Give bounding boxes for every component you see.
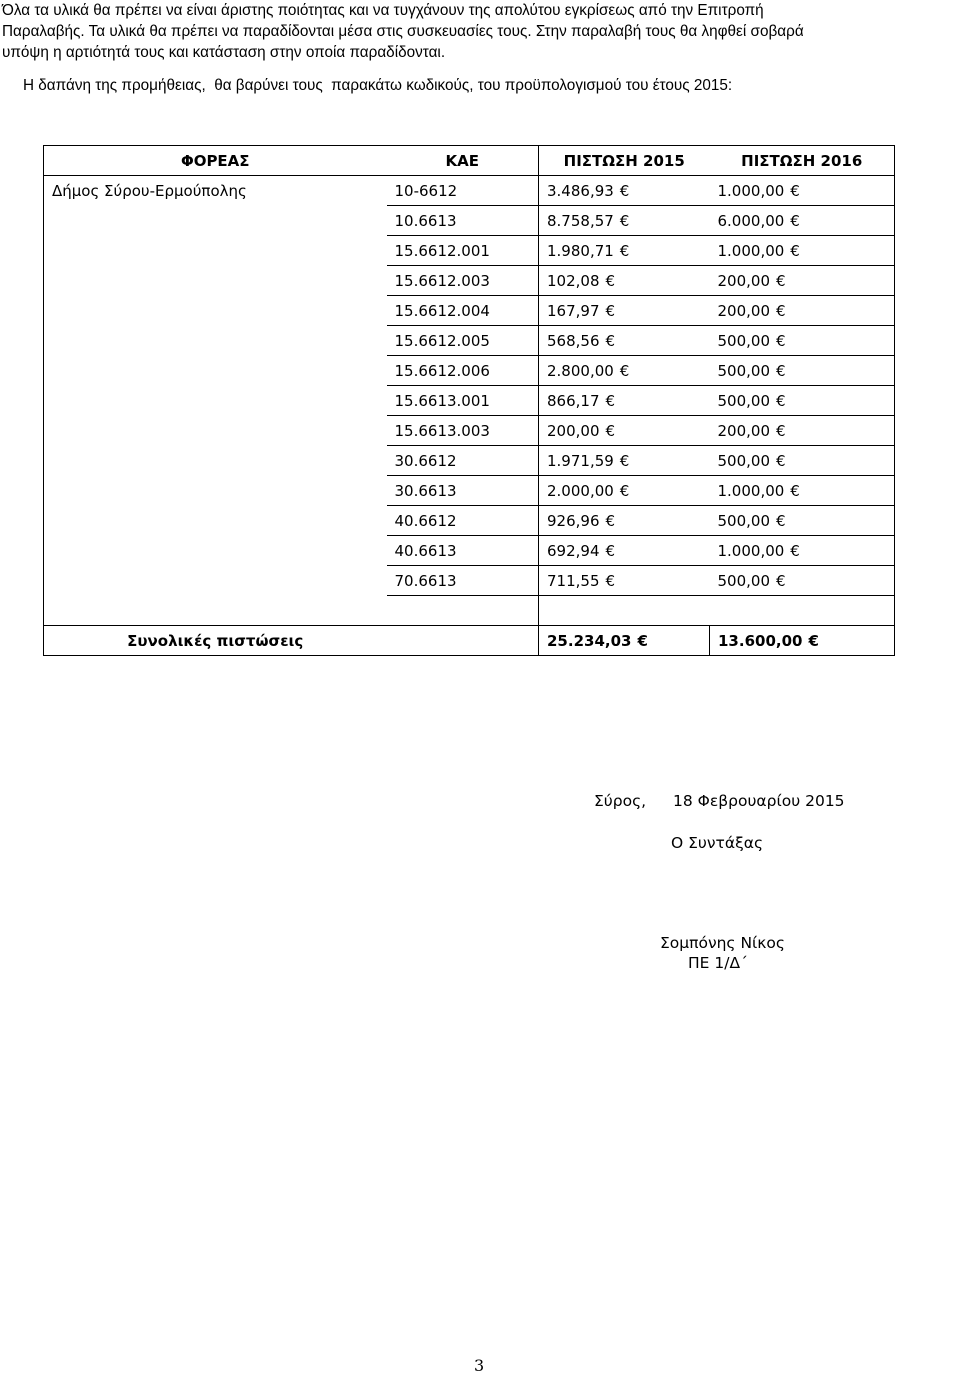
page-number: 3 — [474, 1356, 485, 1375]
euro-symbol: € — [605, 271, 616, 290]
pistosi-2016-cell-value: 500,00 — [717, 331, 770, 350]
euro-symbol: € — [605, 331, 616, 350]
total-2016-cell — [710, 626, 895, 656]
pistosi-2016-cell — [710, 266, 895, 296]
signature-place: Σύρος, — [594, 792, 647, 810]
header-foreas: ΦΟΡΕΑΣ — [44, 146, 387, 176]
table-row — [44, 296, 895, 326]
euro-symbol: € — [605, 301, 616, 320]
euro-symbol: € — [790, 241, 800, 260]
pistosi-2016-cell-value: 500,00 — [717, 391, 770, 410]
table-total-row — [44, 626, 895, 656]
foreas-cell — [44, 446, 387, 476]
blank-cell — [539, 596, 710, 626]
pistosi-2016-cell-value: 1.000,00 — [717, 541, 785, 560]
pistosi-2015-cell-value: 1.980,71 — [547, 241, 614, 260]
table-header-row — [44, 146, 895, 176]
pistosi-2015-cell — [539, 176, 710, 206]
header-kae: ΚΑΕ — [387, 146, 539, 176]
table-row — [44, 326, 895, 356]
euro-symbol: € — [619, 451, 630, 470]
total-2016-cell-value: 13.600,00 — [718, 631, 803, 650]
pistosi-2016-cell — [710, 476, 895, 506]
euro-symbol: € — [619, 211, 630, 230]
table-row — [44, 176, 895, 206]
pistosi-2016-cell-value: 500,00 — [717, 451, 770, 470]
kae-cell: 15.6612.006 — [387, 356, 539, 386]
pistosi-2016-cell — [710, 236, 895, 266]
foreas-cell — [44, 386, 387, 416]
pistosi-2016-cell — [710, 356, 895, 386]
pistosi-2015-cell — [539, 266, 710, 296]
foreas-cell — [44, 536, 387, 566]
foreas-cell — [44, 356, 387, 386]
euro-symbol: € — [605, 421, 616, 440]
euro-symbol: € — [619, 241, 630, 260]
pistosi-2015-cell — [539, 566, 710, 596]
signature-name: Σομπόνης Νίκος — [660, 934, 786, 952]
foreas-cell — [44, 476, 387, 506]
pistosi-2016-cell — [710, 176, 895, 206]
foreas-cell — [44, 206, 387, 236]
pistosi-2016-cell-value: 200,00 — [717, 421, 770, 440]
pistosi-2015-cell-value: 167,97 — [547, 301, 600, 320]
header-pistosi-2016: ΠΙΣΤΩΣΗ 2016 — [710, 146, 895, 176]
pistosi-2015-cell-value: 102,08 — [547, 271, 600, 290]
pistosi-2016-cell-value: 200,00 — [717, 271, 770, 290]
signature-date: 18 Φεβρουαρίου 2015 — [673, 792, 845, 810]
pistosi-2016-cell-value: 500,00 — [717, 361, 770, 380]
kae-cell: 30.6613 — [387, 476, 539, 506]
intro-line: Όλα τα υλικά θα πρέπει να είναι άριστης ποιότητας και να τυγχάνουν της απολύτου εγκρίσεως από την Επιτροπή — [2, 2, 764, 19]
table-body — [44, 176, 895, 656]
euro-symbol: € — [776, 571, 786, 590]
euro-symbol: € — [605, 571, 616, 590]
pistosi-2016-cell — [710, 296, 895, 326]
pistosi-2015-cell — [539, 236, 710, 266]
euro-symbol: € — [776, 361, 786, 380]
signature-title: ΠΕ 1/Δ΄ — [688, 954, 748, 972]
pistosi-2015-cell-value: 3.486,93 — [547, 181, 614, 200]
foreas-cell — [44, 506, 387, 536]
kae-cell: 40.6613 — [387, 536, 539, 566]
pistosi-2015-cell — [539, 356, 710, 386]
pistosi-2016-cell-value: 1.000,00 — [717, 241, 785, 260]
table-row — [44, 236, 895, 266]
intro-line: υπόψη η αρτιότητά τους και κατάσταση στην οποία παραδίδονται. — [2, 44, 446, 61]
blank-cell — [710, 596, 895, 626]
kae-cell: 15.6612.004 — [387, 296, 539, 326]
euro-symbol: € — [808, 631, 819, 650]
table-blank-row — [44, 596, 895, 626]
euro-symbol: € — [605, 511, 616, 530]
total-2015-cell — [539, 626, 710, 656]
kae-cell: 15.6613.003 — [387, 416, 539, 446]
kae-cell: 10.6613 — [387, 206, 539, 236]
blank-cell — [44, 596, 387, 626]
pistosi-2015-cell — [539, 206, 710, 236]
kae-cell: 15.6613.001 — [387, 386, 539, 416]
pistosi-2015-cell — [539, 326, 710, 356]
table-row — [44, 416, 895, 446]
euro-symbol: € — [776, 331, 786, 350]
pistosi-2015-cell-value: 711,55 — [547, 571, 600, 590]
pistosi-2015-cell — [539, 296, 710, 326]
table-row — [44, 506, 895, 536]
pistosi-2016-cell-value: 6.000,00 — [717, 211, 785, 230]
table-row — [44, 566, 895, 596]
credits-table — [43, 145, 895, 656]
pistosi-2015-cell-value: 926,96 — [547, 511, 600, 530]
pistosi-2016-cell — [710, 566, 895, 596]
pistosi-2015-cell-value: 2.800,00 — [547, 361, 614, 380]
kae-cell: 15.6612.005 — [387, 326, 539, 356]
euro-symbol: € — [790, 481, 800, 500]
kae-cell: 30.6612 — [387, 446, 539, 476]
pistosi-2015-cell — [539, 476, 710, 506]
pistosi-2016-cell-value: 1.000,00 — [717, 181, 785, 200]
kae-cell: 40.6612 — [387, 506, 539, 536]
pistosi-2016-cell-value: 500,00 — [717, 571, 770, 590]
total-label: Συνολικές πιστώσεις — [44, 626, 387, 656]
euro-symbol: € — [619, 181, 630, 200]
pistosi-2015-cell — [539, 386, 710, 416]
pistosi-2015-cell-value: 8.758,57 — [547, 211, 614, 230]
euro-symbol: € — [776, 301, 786, 320]
pistosi-2016-cell — [710, 446, 895, 476]
pistosi-2015-cell-value: 1.971,59 — [547, 451, 614, 470]
euro-symbol: € — [776, 421, 786, 440]
expense-sentence: Η δαπάνη της προμήθειας, θα βαρύνει τους παρακάτω κωδικούς, του προϋπολογισμού του έτους 2015: — [23, 77, 733, 94]
foreas-cell — [44, 326, 387, 356]
pistosi-2016-cell — [710, 416, 895, 446]
foreas-cell: Δήμος Σύρου-Ερμούπολης — [44, 176, 387, 206]
euro-symbol: € — [790, 211, 800, 230]
table-row — [44, 266, 895, 296]
table-row — [44, 206, 895, 236]
euro-symbol: € — [605, 391, 616, 410]
signature-role: Ο Συντάξας — [671, 834, 764, 852]
pistosi-2016-cell-value: 500,00 — [717, 511, 770, 530]
header-pistosi-2015: ΠΙΣΤΩΣΗ 2015 — [539, 146, 710, 176]
euro-symbol: € — [776, 391, 786, 410]
table-row — [44, 386, 895, 416]
pistosi-2016-cell — [710, 386, 895, 416]
euro-symbol: € — [790, 181, 800, 200]
foreas-cell — [44, 236, 387, 266]
euro-symbol: € — [776, 451, 786, 470]
blank-cell — [387, 596, 539, 626]
pistosi-2015-cell — [539, 506, 710, 536]
pistosi-2015-cell — [539, 536, 710, 566]
pistosi-2016-cell — [710, 536, 895, 566]
euro-symbol: € — [776, 271, 786, 290]
table-row — [44, 446, 895, 476]
table-row — [44, 356, 895, 386]
table-row — [44, 536, 895, 566]
pistosi-2016-cell-value: 1.000,00 — [717, 481, 785, 500]
kae-cell: 15.6612.003 — [387, 266, 539, 296]
total-kae-empty — [387, 626, 539, 656]
intro-line: Παραλαβής. Τα υλικά θα πρέπει να παραδίδονται μέσα στις συσκευασίες τους. Στην παραλαβή τους θα ληφθεί σοβαρά — [2, 23, 804, 40]
intro-paragraph — [2, 0, 958, 63]
kae-cell: 70.6613 — [387, 566, 539, 596]
kae-cell: 10-6612 — [387, 176, 539, 206]
pistosi-2015-cell-value: 866,17 — [547, 391, 600, 410]
foreas-cell — [44, 416, 387, 446]
euro-symbol: € — [619, 481, 630, 500]
pistosi-2016-cell — [710, 326, 895, 356]
pistosi-2015-cell — [539, 446, 710, 476]
pistosi-2015-cell-value: 692,94 — [547, 541, 600, 560]
pistosi-2015-cell — [539, 416, 710, 446]
foreas-cell — [44, 296, 387, 326]
euro-symbol: € — [776, 511, 786, 530]
pistosi-2015-cell-value: 200,00 — [547, 421, 600, 440]
table-row — [44, 476, 895, 506]
pistosi-2015-cell-value: 2.000,00 — [547, 481, 614, 500]
euro-symbol: € — [605, 541, 616, 560]
euro-symbol: € — [619, 361, 630, 380]
total-2015-cell-value: 25.234,03 — [547, 631, 632, 650]
euro-symbol: € — [637, 631, 648, 650]
pistosi-2016-cell — [710, 506, 895, 536]
pistosi-2016-cell-value: 200,00 — [717, 301, 770, 320]
foreas-cell — [44, 566, 387, 596]
euro-symbol: € — [790, 541, 800, 560]
pistosi-2016-cell — [710, 206, 895, 236]
foreas-cell — [44, 266, 387, 296]
kae-cell: 15.6612.001 — [387, 236, 539, 266]
pistosi-2015-cell-value: 568,56 — [547, 331, 600, 350]
